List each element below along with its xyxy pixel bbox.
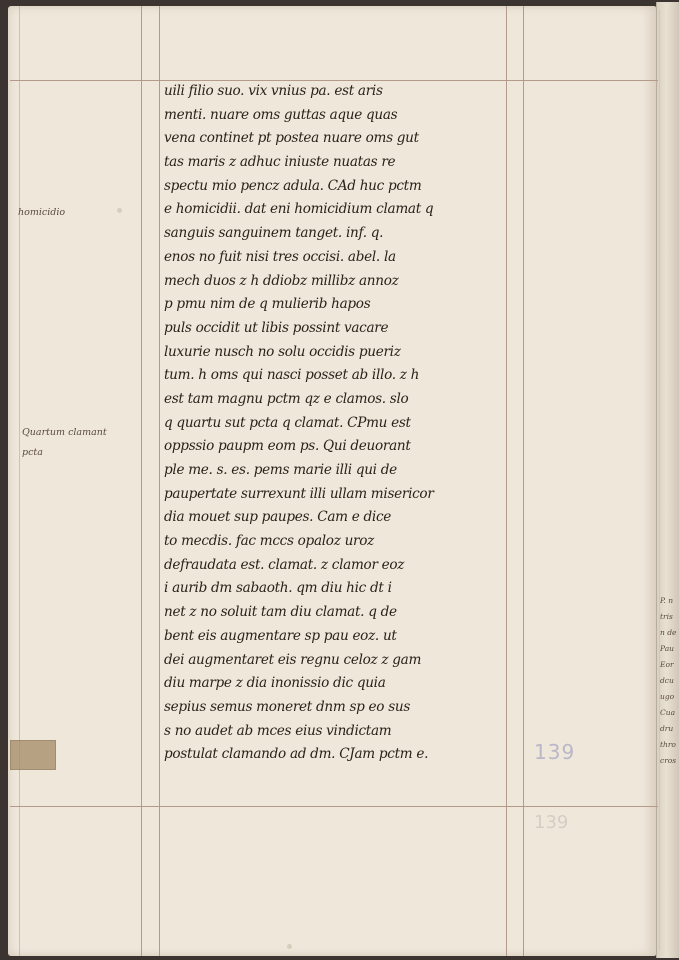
text-line: enos no fuit nisi tres occisi. abel. la [164,248,396,265]
main-text-column [164,80,504,767]
text-line: est tam magnu pctm qz e clamos. slo [164,390,409,407]
text-line: sepius semus moneret dnm sp eo sus [164,698,411,715]
next-page-note: Eor [660,660,674,669]
ruling-right-outer [523,6,524,956]
text-line: defraudata est. clamat. z clamor eoz [164,556,405,573]
next-page-note: cros [660,756,677,765]
worm-hole [117,208,122,213]
text-line: tas maris z adhuc iniuste nuatas re [164,154,396,171]
text-line: ple me. s. es. pems marie illi qui de [164,462,397,478]
next-page-note: ugo [660,692,675,701]
text-line: e homicidii. dat eni homicidium clamat q [164,201,434,218]
margin-note-homicide: homicidio [18,207,66,218]
text-line: luxurie nusch no solu occidis pueriz [164,343,401,360]
margin-note-quartum-sub: pcta [22,447,43,458]
text-line: vena continet pt postea nuare oms gut [164,130,419,147]
ruling-margin [19,6,20,956]
next-page-note: n de [660,628,677,637]
text-line: diu marpe z dia inonissio dic quia [164,675,386,692]
ruling-left-outer [141,6,142,956]
next-page-note: dcu [660,676,674,685]
ruling-bottom [10,806,658,807]
next-page-note: Cua [660,708,676,717]
text-line: dei augmentaret eis regnu celoz z gam [164,651,422,668]
margin-note-quartum: Quartum clamant [22,427,107,438]
text-line: tum. h oms qui nasci posset ab illo. z h [164,367,420,384]
text-line: spectu mio pencz adula. CAd huc pctm [164,177,422,194]
next-page-note: Pau [660,644,675,653]
text-line: oppssio paupm eom ps. Qui deuorant [164,438,411,455]
text-line: sanguis sanguinem tanget. inf. q. [164,225,384,242]
text-line: bent eis augmentare sp pau eoz. ut [164,627,397,644]
page-fold-line [659,10,660,950]
text-line: mech duos z h ddiobz millibz annoz [164,272,399,289]
worm-hole [287,944,292,949]
folio-number: 139 [534,740,576,764]
text-line: uili filio suo. vix vnius pa. est aris [164,83,383,99]
text-line: postulat clamando ad dm. CJam pctm e. [164,746,429,763]
next-page-note: thro [660,740,676,749]
ruling-left-inner [159,6,160,956]
paper-repair-patch [10,740,56,770]
text-line: paupertate surrexunt illi ullam misericor [164,485,434,502]
text-line: q quartu sut pcta q clamat. CPmu est [164,414,411,431]
ruling-right-inner [506,6,507,956]
text-line: to mecdis. fac mccs opaloz uroz [164,533,374,550]
text-line: i aurib dm sabaoth. qm diu hic dt i [164,580,392,597]
text-line: puls occidit ut libis possint vacare [164,319,389,336]
text-line: net z no soluit tam diu clamat. q de [164,604,397,621]
text-line: dia mouet sup paupes. Cam e dice [164,509,392,526]
next-page-note: dru [660,724,674,733]
text-line: p pmu nim de q mulierib hapos [164,296,371,313]
text-line: s no audet ab mces eius vindictam [164,722,392,739]
text-line: menti. nuare oms guttas aque quas [164,106,398,123]
next-page-note: tris [660,612,673,621]
next-page-note: P. n [660,596,674,605]
folio-number-showthrough: 139 [534,812,569,833]
